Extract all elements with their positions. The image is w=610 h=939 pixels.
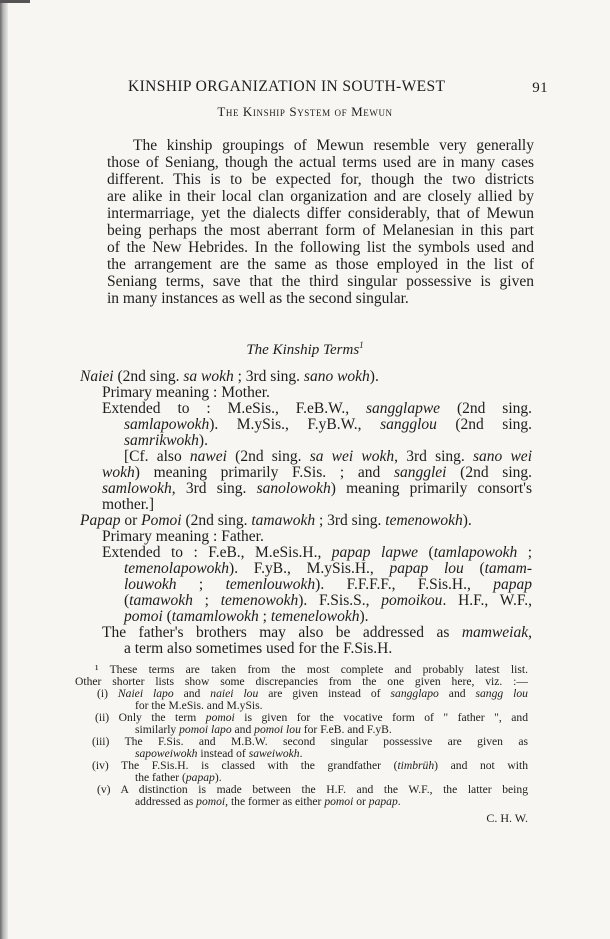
italic-term: sangg lou [475, 687, 528, 700]
signature: C. H. W. [486, 811, 528, 825]
terms-heading [0, 341, 610, 359]
term-entry-line [102, 545, 532, 561]
paragraph-line [107, 189, 534, 205]
italic-term: sa wokh [183, 368, 234, 385]
term-entry-line [124, 561, 532, 577]
italic-term: Papap [80, 512, 121, 529]
italic-term: papap [493, 576, 533, 593]
term-entry-line [80, 369, 532, 385]
text: [Cf. also [124, 448, 190, 465]
italic-term: tamawokh [129, 592, 193, 609]
text: Extended to : M.eSis., F.eB.W., [102, 400, 366, 417]
text: intermarriage, yet the dialects differ considerably, that of Mewun [107, 205, 534, 222]
text: ; [517, 544, 532, 561]
text: ; [176, 576, 226, 593]
italic-term: pomoikou [381, 592, 443, 609]
text: ). [198, 432, 208, 449]
italic-term: saweiwokh [248, 747, 300, 760]
paragraph-line [107, 223, 534, 239]
text: . H.F., W.F., [442, 592, 532, 609]
term-entry-line [80, 513, 532, 529]
italic-term: Naiei [80, 368, 114, 385]
text: and [173, 687, 211, 700]
italic-term: sanolowokh [256, 480, 331, 497]
text: ). [359, 608, 369, 625]
term-entry-line [124, 577, 532, 593]
text: (2nd sing. [440, 400, 533, 417]
text: addressed as [135, 795, 197, 808]
text: ). [214, 771, 222, 784]
italic-term: pomoi [196, 795, 226, 808]
term-entry-line [102, 401, 532, 417]
paragraph-line [107, 206, 534, 222]
italic-term: sangglapo [390, 687, 439, 700]
running-title: KINSHIP ORGANIZATION IN SOUTH-WEST [128, 78, 446, 95]
italic-term: sangglei [393, 464, 447, 481]
term-entry-line [124, 593, 532, 609]
running-header [128, 78, 548, 96]
text: or [353, 795, 369, 808]
page-number: 91 [532, 80, 548, 96]
italic-term: temenolapowokh [124, 560, 230, 577]
italic-term: tamamlowokh [171, 608, 259, 625]
italic-term: sa wei wokh [309, 448, 395, 465]
text: (iii) The F.Sis. and M.B.W. second singular possessive are given as [92, 735, 528, 748]
italic-term: louwokh [124, 576, 177, 593]
text: of the New Hebrides. In the following list the symbols used and [107, 239, 534, 256]
text: ( [124, 592, 130, 609]
text: , the former as either [225, 795, 325, 808]
text: (ii) Only the term [95, 711, 206, 724]
text: ) meaning primarily consort's [330, 480, 533, 497]
term-entry-line [102, 465, 532, 481]
text: ; [258, 608, 271, 625]
text: ). F.yB., M.ySis.H., [229, 560, 390, 577]
text: instead of [197, 747, 249, 760]
italic-term: pomoi lou [254, 723, 301, 736]
text: Primary meaning : Father. [102, 528, 264, 545]
italic-term: sapoweiwokh [135, 747, 198, 760]
italic-term: sano wei [472, 448, 532, 465]
text: (iv) The F.Sis.H. is classed with the grandfather ( [92, 759, 398, 772]
italic-term: temenowokh [220, 592, 299, 609]
text: The father's brothers may also be addressed as [102, 624, 462, 641]
text: ). [462, 512, 472, 529]
footnote-mark: 1 [359, 340, 364, 350]
italic-term: nawei [189, 448, 227, 465]
italic-term: papap lou [389, 560, 464, 577]
italic-term: papap [185, 771, 215, 784]
text: Primary meaning : Mother. [102, 384, 270, 401]
italic-term: tamam- [484, 560, 532, 577]
paragraph-line [107, 274, 534, 290]
italic-term: pomoi [205, 711, 235, 724]
text: those of Seniang, though the actual terms used are in many cases [107, 154, 534, 171]
italic-term: temenowokh [385, 512, 463, 529]
text: ( [463, 560, 485, 577]
italic-term: tamlapowokh [433, 544, 518, 561]
text: are given instead of [258, 687, 391, 700]
text: ). [369, 368, 379, 385]
text: Seniang terms, save that the third singular possessive is given [107, 273, 534, 290]
paragraph-line [107, 155, 534, 171]
paragraph-line [107, 257, 534, 273]
text: for F.eB. and F.yB. [300, 723, 392, 736]
text: . [299, 747, 303, 760]
text: (2nd sing. [181, 512, 252, 529]
text: (i) [97, 687, 118, 700]
text: similarly [135, 723, 180, 736]
section-title: The Kinship System of Mewun [217, 104, 393, 119]
text: different. This is to be expected for, though the two districts [107, 171, 534, 188]
paragraph-line [107, 172, 534, 188]
italic-term: sangglou [380, 416, 437, 433]
text: (2nd sing. [226, 448, 310, 465]
italic-term: pomoi [324, 795, 354, 808]
italic-term: samrikwokh [124, 432, 199, 449]
italic-term: Naiei lapo [117, 687, 174, 700]
italic-term: sano wokh [303, 368, 370, 385]
italic-term: mamweiak [461, 624, 529, 641]
text: ; 3rd sing. [315, 512, 386, 529]
text: the arrangement are the same as those employed in the list of [107, 256, 534, 273]
paragraph-line [133, 138, 534, 154]
term-entry-line [124, 449, 532, 465]
italic-term: temenelowokh [270, 608, 360, 625]
text: (2nd sing. [446, 464, 532, 481]
paragraph-line [107, 291, 534, 307]
text: for the M.eSis. and M.ySis. [135, 699, 263, 712]
term-entry-line [102, 497, 532, 513]
text: or [120, 512, 142, 529]
term-entry-line [124, 417, 532, 433]
text: ( [162, 608, 172, 625]
text: Extended to : F.eB., M.eSis.H., [102, 544, 332, 561]
text: ¹ These terms are taken from the most complete and probably latest list. [95, 663, 528, 676]
italic-term: wokh [102, 464, 135, 481]
italic-term: samlapowokh [124, 416, 210, 433]
scan-binding-edge [0, 0, 8, 939]
terms-heading-text: The Kinship Terms [246, 342, 360, 358]
text: . [397, 795, 401, 808]
text: ). M.ySis., F.yB.W., [209, 416, 381, 433]
term-entry-line [102, 385, 532, 401]
text: Other shorter lists show some discrepancies from the one given here, viz. :— [75, 675, 528, 688]
text: The kinship groupings of Mewun resemble very generally [133, 137, 534, 154]
italic-term: papap lapwe [331, 544, 419, 561]
text: ) meaning primarily F.Sis. ; and [134, 464, 394, 481]
italic-term: timbrüh [397, 759, 435, 772]
italic-term: temenlouwokh [225, 576, 316, 593]
text: (v) A distinction is made between the H.F. and the W.F., the latter being [97, 783, 528, 796]
text: being perhaps the most aberrant form of Melanesian in this part [107, 222, 534, 239]
paragraph-line [107, 240, 534, 256]
italic-term: tamawokh [251, 512, 316, 529]
text: , 3rd sing. [394, 448, 473, 465]
scan-artifact [0, 0, 30, 3]
text: (2nd sing. [113, 368, 184, 385]
text: , 3rd sing. [171, 480, 257, 497]
text: , [528, 624, 532, 641]
term-entry-line [124, 609, 532, 625]
text: ; [192, 592, 221, 609]
italic-term: pomoi [124, 608, 163, 625]
text: are alike in their local clan organization and are closely allied by [107, 188, 534, 205]
term-entry-line [124, 641, 532, 657]
footnote-line [135, 796, 528, 808]
text: mother.] [102, 496, 155, 513]
italic-term: papap [368, 795, 398, 808]
text: and [231, 723, 255, 736]
text: ; 3rd sing. [233, 368, 304, 385]
text: ). F.F.F.F., F.Sis.H., [315, 576, 494, 593]
term-entry-line [102, 625, 532, 641]
term-entry-line [102, 481, 532, 497]
text: ( [418, 544, 434, 561]
text: (2nd sing. [436, 416, 533, 433]
text: and [438, 687, 476, 700]
term-entry-line [102, 529, 532, 545]
italic-term: pomoi lapo [179, 723, 232, 736]
italic-term: naiei lou [210, 687, 259, 700]
text: the father ( [135, 771, 186, 784]
text: ). F.Sis.S., [298, 592, 382, 609]
italic-term: sangglapwe [366, 400, 441, 417]
text: a term also sometimes used for the F.Sis.H. [124, 640, 393, 657]
text: in many instances as well as the second singular. [107, 290, 409, 307]
term-entry-line [124, 433, 532, 449]
italic-term: samlowokh [102, 480, 172, 497]
text: ) and not with [434, 759, 528, 772]
text: is given for the vocative form of " father ", and [234, 711, 529, 724]
italic-term: Pomoi [141, 512, 182, 529]
